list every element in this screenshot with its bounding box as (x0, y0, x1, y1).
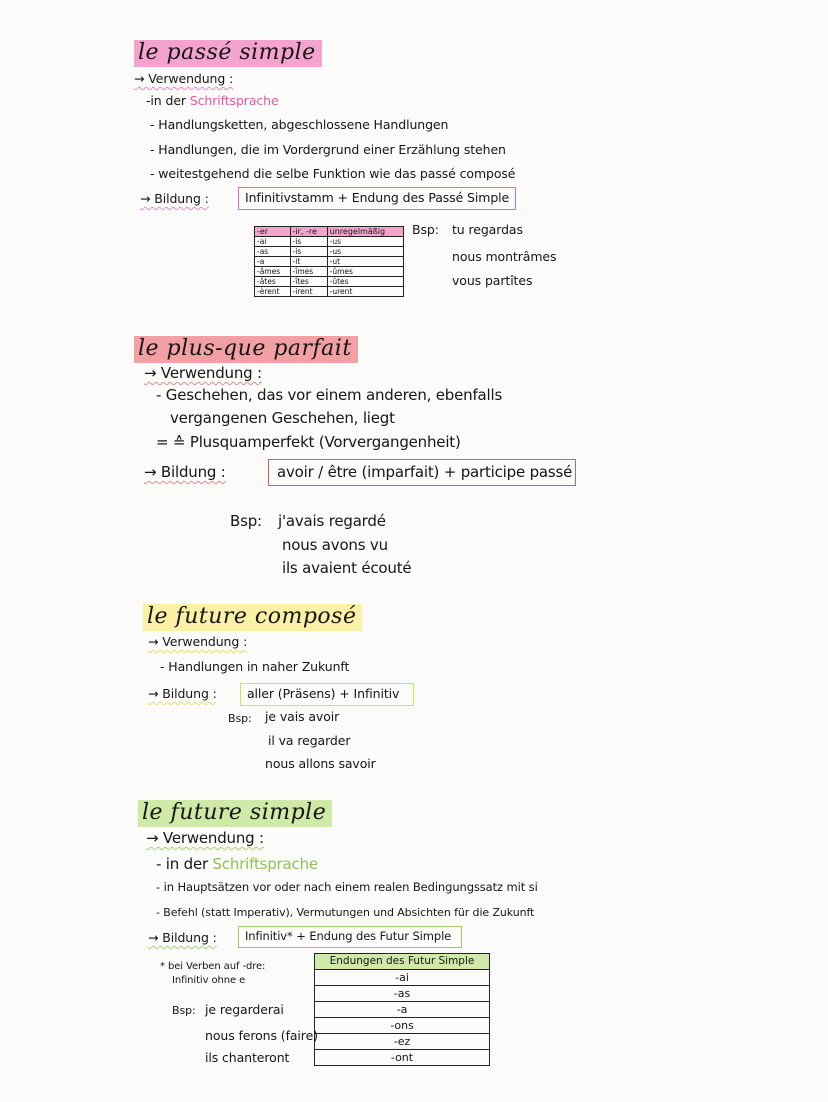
fc-example: nous allons savoir (265, 756, 376, 771)
passe-simple-bullet: - Handlungsketten, abgeschlossene Handlungen (150, 117, 449, 132)
passe-simple-example: tu regardas (452, 222, 523, 237)
bildung-label-text: → Bildung : (148, 930, 217, 945)
table-row (315, 986, 490, 1002)
bildung-label-text: → Bildung : (148, 686, 217, 701)
fc-line: - Handlungen in naher Zukunft (160, 659, 350, 674)
fs-bullet: - in Hauptsätzen vor oder nach einem realen Bedingungssatz mit si (156, 880, 538, 894)
table-cell: -is (290, 237, 327, 247)
pqp-line: - Geschehen, das vor einem anderen, ebenfalls (156, 386, 503, 404)
table-cell: -ûtes (327, 277, 403, 287)
schrift-prefix: - in der (156, 855, 213, 873)
bildung-label-text: → Bildung : (144, 463, 226, 481)
bildung-label-text: → Bildung : (140, 191, 209, 206)
pqp-bildung-box: avoir / être (imparfait) + participe passé (268, 459, 576, 486)
fs-note: Infinitiv ohne e (172, 975, 246, 986)
fc-example: je vais avoir (265, 709, 340, 724)
table-row (255, 277, 404, 287)
passe-simple-bildung-box: Infinitivstamm + Endung des Passé Simple (238, 187, 516, 210)
passe-simple-bsp-label: Bsp: (412, 222, 439, 237)
table-cell: -urent (327, 287, 403, 297)
table-cell: -ez (315, 1034, 490, 1050)
passe-simple-verwendung-label (134, 73, 233, 86)
table-header: Endungen des Futur Simple (315, 954, 490, 970)
passe-simple-bullet: - Handlungen, die im Vordergrund einer Erzählung stehen (150, 142, 506, 157)
pqp-example: nous avons vu (282, 536, 388, 554)
fc-example: il va regarder (268, 733, 351, 748)
table-row (315, 970, 490, 986)
table-cell: -èrent (255, 287, 291, 297)
table-cell: -ai (255, 237, 291, 247)
fs-example: nous ferons (faire) (205, 1028, 318, 1043)
table-cell: -îmes (290, 267, 327, 277)
passe-simple-example: nous montrâmes (452, 249, 557, 264)
table-cell: -irent (290, 287, 327, 297)
table-header: -er (255, 227, 291, 237)
table-cell: -is (290, 247, 327, 257)
table-row (315, 1002, 490, 1018)
fc-verwendung-label (148, 636, 247, 649)
passe-simple-example: vous partîtes (452, 273, 533, 288)
table-cell: -us (327, 247, 403, 257)
table-cell: -as (315, 986, 490, 1002)
fs-bildung-label (148, 932, 217, 945)
passe-simple-bildung-label (140, 193, 209, 206)
verwendung-label-text: → Verwendung : (146, 829, 264, 847)
pqp-line: vergangenen Geschehen, liegt (170, 409, 395, 427)
verwendung-label-text: → Verwendung : (148, 634, 248, 649)
table-cell: -ut (327, 257, 403, 267)
table-cell: -a (315, 1002, 490, 1018)
futur-simple-title: le future simple (138, 800, 332, 827)
pqp-bsp-label: Bsp: (230, 512, 262, 530)
plus-que-parfait-title: le plus-que parfait (134, 336, 358, 363)
table-header: unregelmäßig (327, 227, 403, 237)
schrift-prefix: -in der (146, 93, 190, 108)
table-row (255, 237, 404, 247)
fs-endings-table (314, 953, 490, 1066)
fc-bildung-label (148, 688, 217, 701)
table-cell: -âmes (255, 267, 291, 277)
table-row (315, 1018, 490, 1034)
fs-verwendung-label (146, 831, 264, 846)
table-row (315, 1034, 490, 1050)
fc-bildung-box: aller (Präsens) + Infinitiv (240, 683, 414, 706)
table-row (255, 287, 404, 297)
table-cell: -ons (315, 1018, 490, 1034)
table-row (255, 257, 404, 267)
table-cell: -ont (315, 1050, 490, 1066)
schrift-word: Schriftsprache (212, 855, 318, 873)
table-row (255, 247, 404, 257)
futur-compose-title: le future composé (143, 604, 362, 631)
table-cell: -ai (315, 970, 490, 986)
table-cell: -it (290, 257, 327, 267)
pqp-example: j'avais regardé (278, 512, 386, 530)
fs-bsp-label: Bsp: (172, 1004, 196, 1017)
table-cell: -a (255, 257, 291, 267)
passe-simple-schrift-line (146, 95, 279, 108)
fs-example: ils chanteront (205, 1050, 290, 1065)
fc-bsp-label: Bsp: (228, 712, 252, 725)
table-cell: -ûmes (327, 267, 403, 277)
fs-note: * bei Verben auf -dre: (160, 961, 266, 972)
fs-example: je regarderai (205, 1002, 284, 1017)
pqp-verwendung-label (144, 366, 262, 381)
passe-simple-endings-table (254, 226, 404, 297)
verwendung-label-text: → Verwendung : (134, 71, 234, 86)
pqp-bildung-label (144, 465, 226, 480)
table-cell: -âtes (255, 277, 291, 287)
passe-simple-bullet: - weitestgehend die selbe Funktion wie das passé composé (150, 166, 516, 181)
pqp-line: = ≙ Plusquamperfekt (Vorvergangenheit) (156, 433, 461, 451)
pqp-example: ils avaient écouté (282, 559, 412, 577)
table-cell: -as (255, 247, 291, 257)
schrift-word: Schriftsprache (189, 93, 279, 108)
passe-simple-title: le passé simple (134, 40, 322, 67)
table-cell: -us (327, 237, 403, 247)
fs-bullet: - Befehl (statt Imperativ), Vermutungen und Absichten für die Zukunft (156, 906, 535, 919)
table-cell: -îtes (290, 277, 327, 287)
table-header: -ir, -re (290, 227, 327, 237)
table-row (255, 267, 404, 277)
verwendung-label-text: → Verwendung : (144, 364, 262, 382)
table-row (315, 1050, 490, 1066)
fs-schrift-line (156, 857, 318, 872)
fs-bildung-box: Infinitiv* + Endung des Futur Simple (238, 926, 462, 948)
